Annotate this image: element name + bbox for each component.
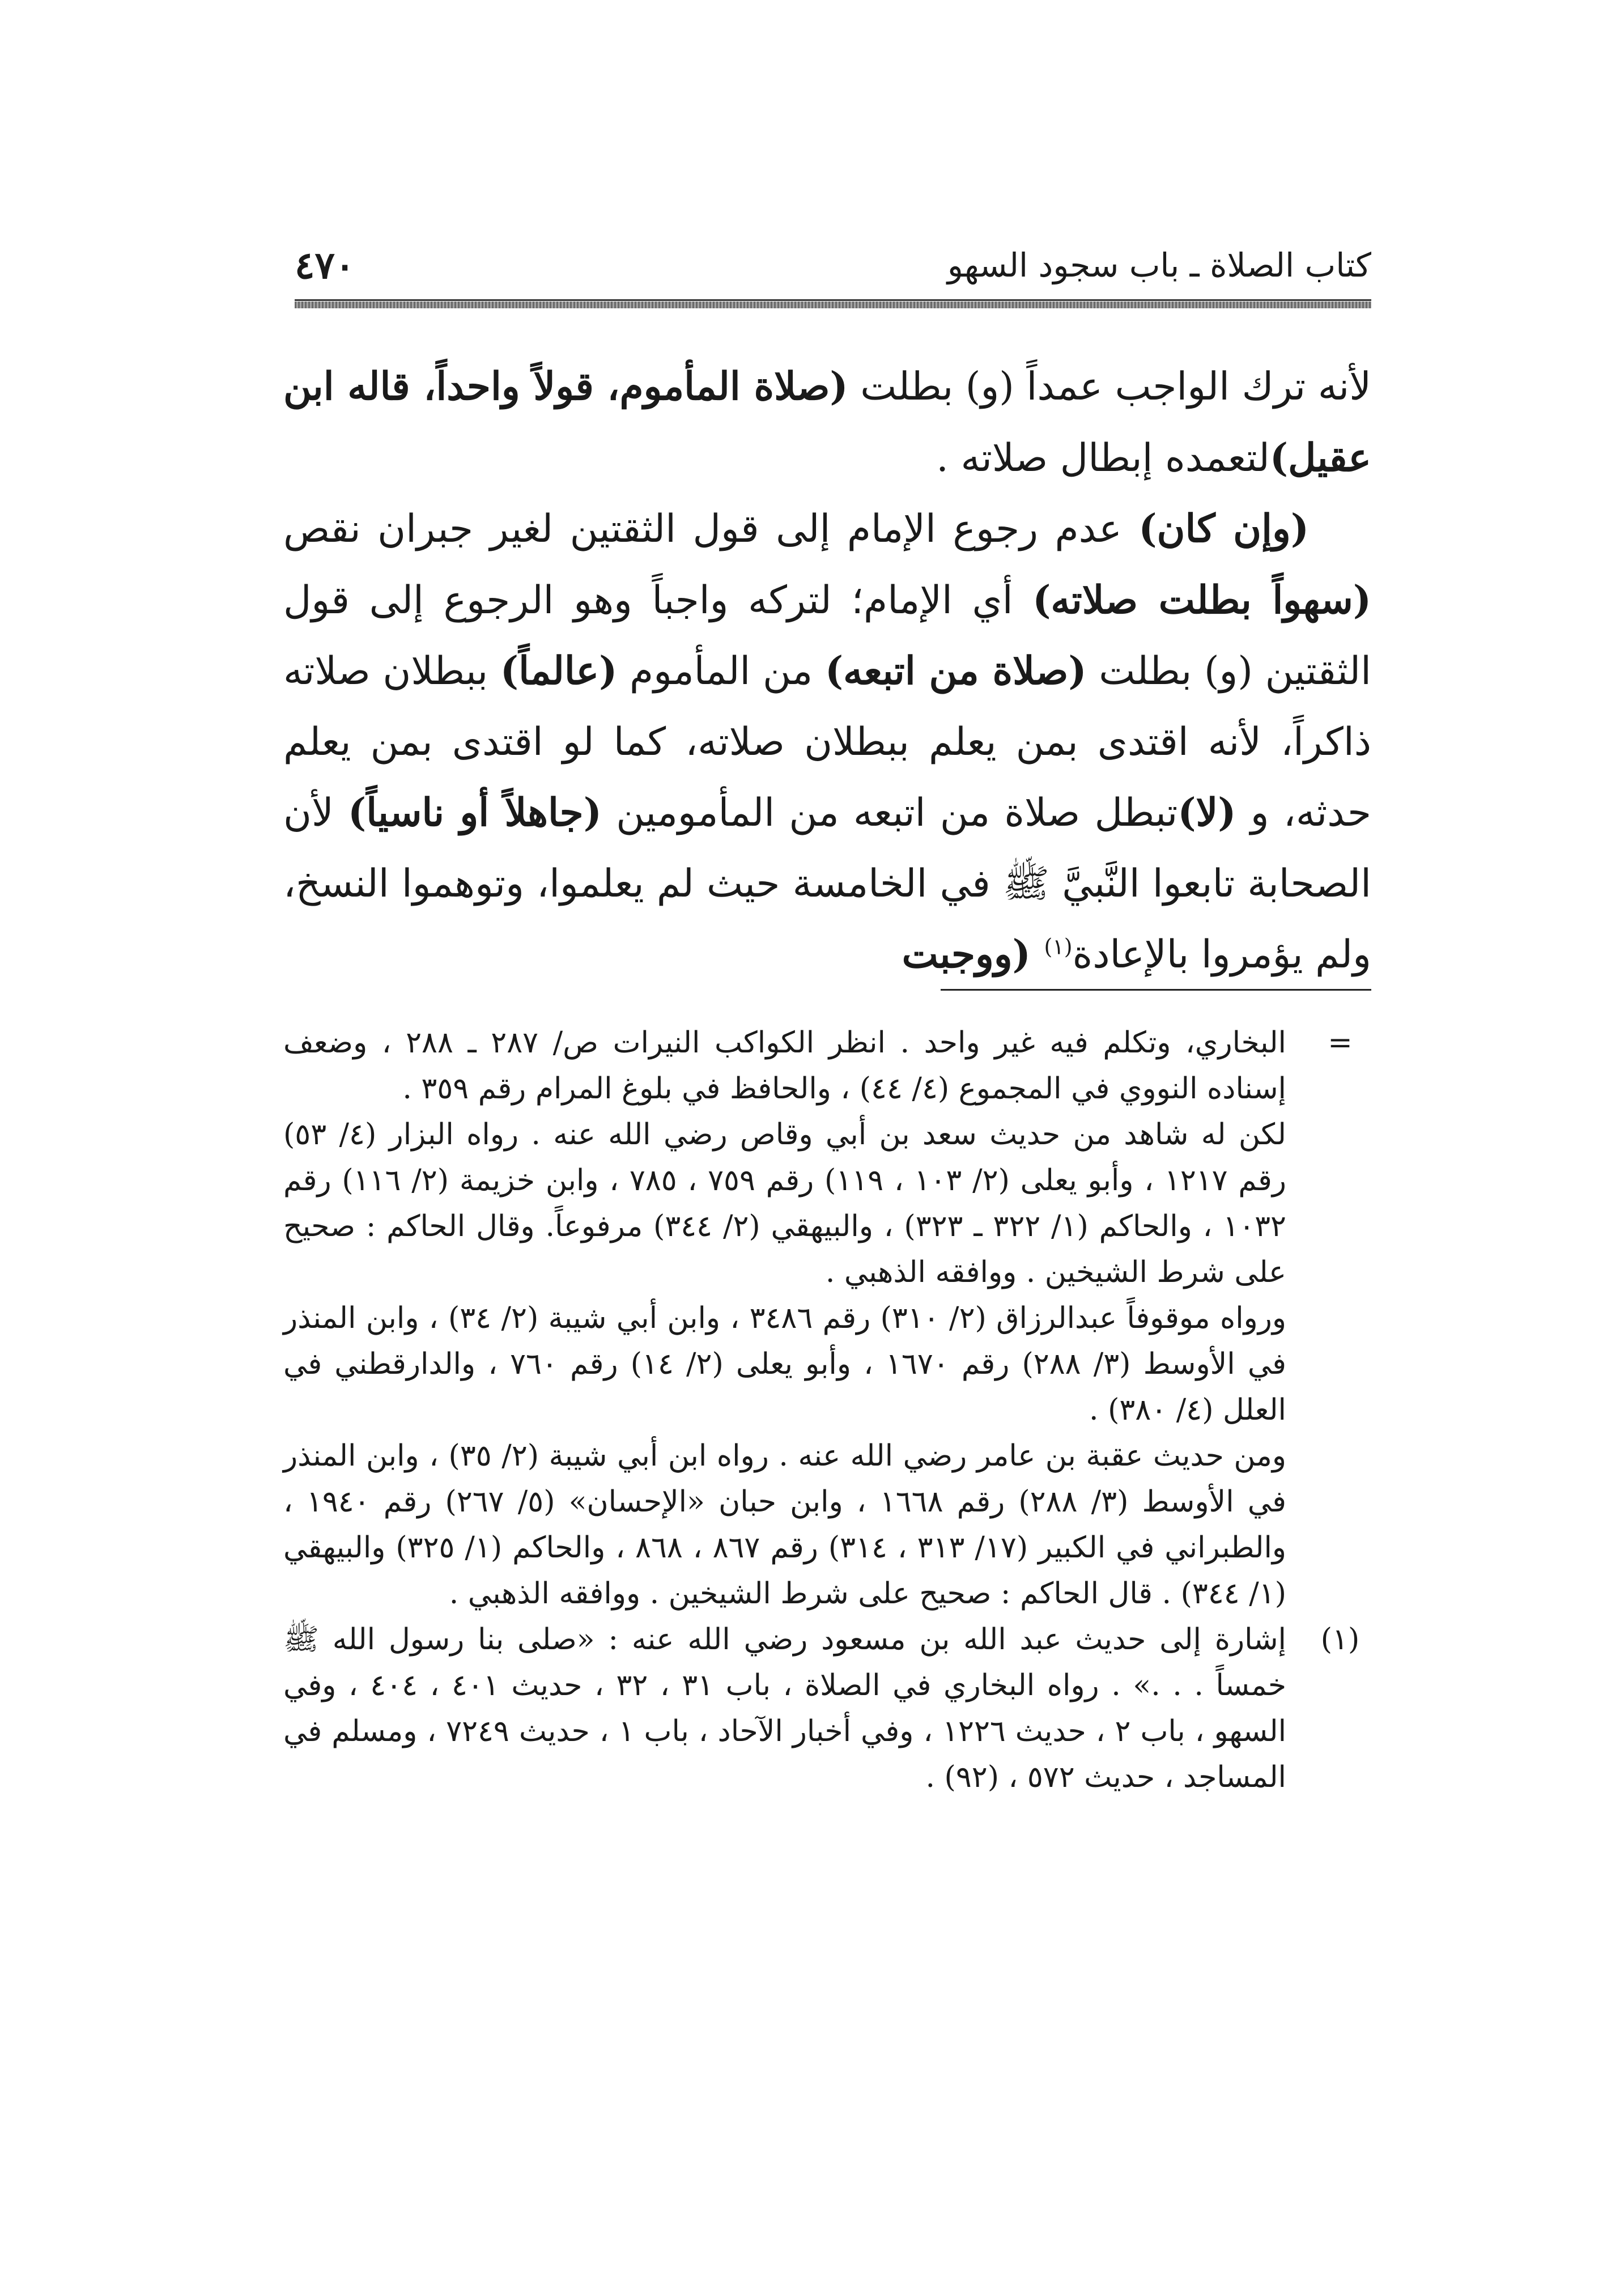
footnote-continuation-marker: = [1328,1026,1353,1060]
chapter-title: كتاب الصلاة ـ باب سجود السهو [947,246,1371,284]
footnote-continued [283,1020,1371,1617]
footnote-separator [941,989,1371,991]
footnote-paragraph: البخاري، وتكلم فيه غير واحد . انظر الكواكب النيرات ص/ ٢٨٧ ـ ٢٨٨ ، وضعف إسناده النووي في المجموع (٤/ ٤٤) ، والحافظ في بلوغ المرام رقم ٣٥٩ . [283,1026,1286,1106]
footnote-number: (١) [1320,1623,1360,1657]
header-rule-line [295,299,1371,301]
paragraph-1: لأنه ترك الواجب عمداً (و) بطلت (صلاة المأموم، قولاً واحداً، قاله ابن عقيل)لتعمده إبطال صلاته . [283,364,1371,481]
footnote-paragraph: إشارة إلى حديث عبد الله بن مسعود رضي الله عنه : «صلى بنا رسول الله ﷺ خمساً . . .» . رواه البخاري في الصلاة ، باب ٣١ ، ٣٢ ، حديث ٤٠١ ، ٤٠٤ ، وفي السهو ، باب ٢ ، حديث ١٢٢٦ ، وفي أخبار الآحاد ، باب ١ ، حديث ٧٢٤٩ ، ومسلم في المساجد ، حديث ٥٧٢ ، (٩٢) . [283,1623,1287,1794]
header-rule-pattern [295,302,1371,308]
footnote-paragraph: ورواه موقوفاً عبدالرزاق (٢/ ٣١٠) رقم ٣٤٨٦ ، وابن أبي شيبة (٢/ ٣٤) ، وابن المنذر في الأوسط (٣/ ٢٨٨) رقم ١٦٧٠ ، وأبو يعلى (٢/ ١٤) رقم ٧٦٠ ، والدارقطني في العلل (٤/ ٣٨٠) . [283,1301,1287,1427]
footnotes [283,1020,1371,1801]
main-text [283,351,1371,991]
footnote-paragraph: ومن حديث عقبة بن عامر رضي الله عنه . رواه ابن أبي شيبة (٢/ ٣٥) ، وابن المنذر في الأوسط (٣/ ٢٨٨) رقم ١٦٦٨ ، وابن حبان «الإحسان» (٥/ ٢٦٧) رقم ١٩٤٠ ، والطبراني في الكبير (١٧/ ٣١٣ ، ٣١٤) رقم ٨٦٧ ، ٨٦٨ ، والحاكم (١/ ٣٢٥) والبيهقي (١/ ٣٤٤) . قال الحاكم : صحيح على شرط الشيخين . ووافقه الذهبي . [283,1439,1286,1611]
footnote-reference[interactable]: (١) [1044,934,1073,959]
paragraph-2: (وإن كان) عدم رجوع الإمام إلى قول الثقتين لغير جبران نقص (سهواً بطلت صلاته) أي الإمام؛ لتركه واجباً وهو الرجوع إلى قول الثقتين (و) بطلت (صلاة من اتبعه) من المأموم (عالماً) ببطلان صلاته ذاكراً، لأنه اقتدى بمن يعلم ببطلان صلاته، كما لو اقتدى بمن يعلم حدثه، و (لا)تبطل صلاة من اتبعه من المأمومين (جاهلاً أو ناسياً) لأن الصحابة تابعوا النَّبيَّ ﷺ في الخامسة حيث لم يعلموا، وتوهموا النسخ، ولم يؤمروا بالإعادة$^{(١)}$ (ووجبت [283,506,1371,977]
page-number: ٤٧٠ [295,243,355,287]
running-header [295,237,1371,299]
footnote-paragraph: لكن له شاهد من حديث سعد بن أبي وقاص رضي الله عنه . رواه البزار (٤/ ٥٣) رقم ١٢١٧ ، وأبو يعلى (٢/ ١٠٣ ، ١١٩) رقم ٧٥٩ ، ٧٨٥ ، وابن خزيمة (٢/ ١١٦) رقم ١٠٣٢ ، والحاكم (١/ ٣٢٢ ـ ٣٢٣) ، والبيهقي (٢/ ٣٤٤) مرفوعاً. وقال الحاكم : صحيح على شرط الشيخين . ووافقه الذهبي . [283,1118,1286,1289]
footnote-1 [283,1617,1371,1801]
